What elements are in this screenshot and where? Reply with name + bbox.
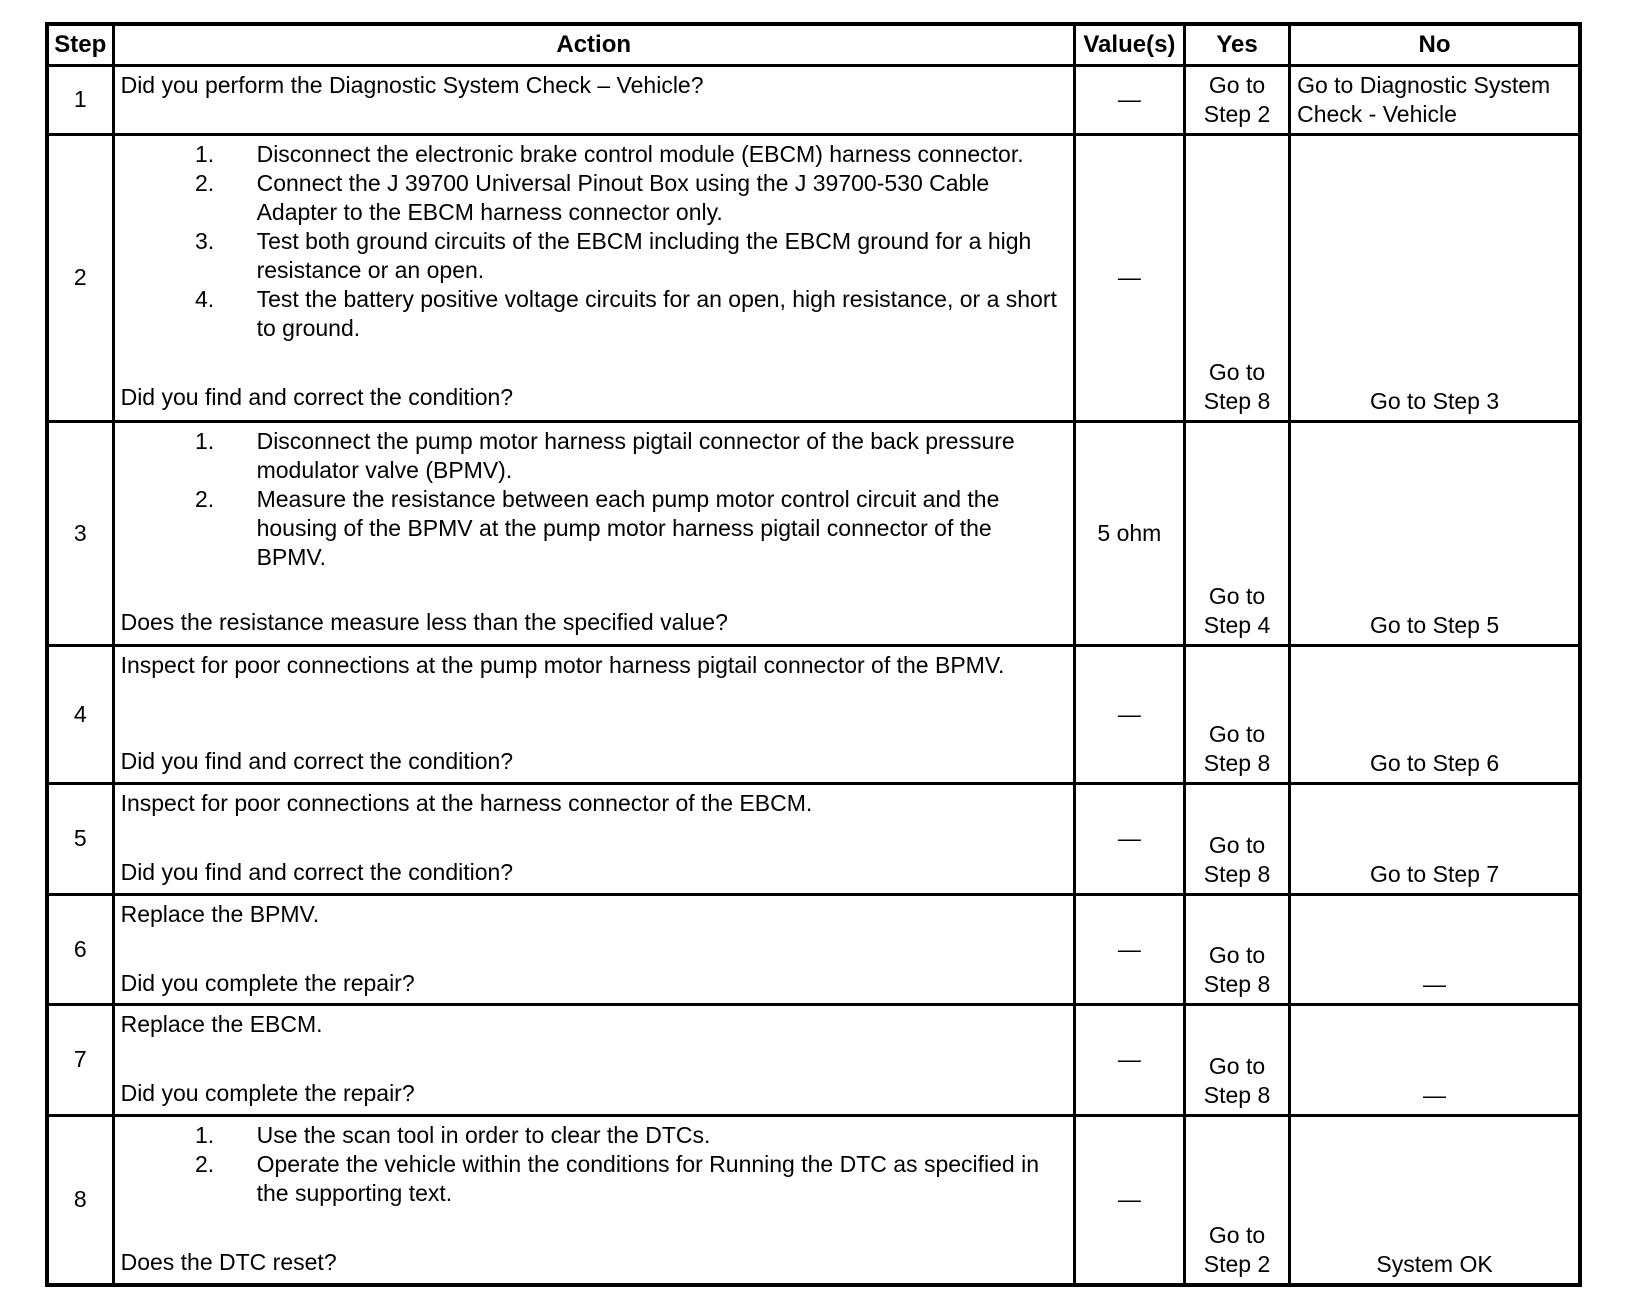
action-steps-list (121, 140, 1067, 343)
value-cell: — (1074, 66, 1184, 135)
list-item: 2. Operate the vehicle within the conditions for Running the DTC as specified in the supporting text. (221, 1150, 1067, 1208)
action-question: Did you find and correct the condition? (120, 748, 514, 775)
table-row (47, 421, 1580, 645)
step-number: 7 (47, 1005, 113, 1116)
table-row (47, 783, 1580, 894)
list-item: 2. Connect the J 39700 Universal Pinout Box using the J 39700-530 Cable Adapter to the EBCM harness connector only. (221, 169, 1067, 227)
header-row (47, 24, 1580, 66)
table-row (47, 134, 1580, 421)
table-row (47, 646, 1580, 784)
action-question: Does the DTC reset? (120, 1248, 337, 1275)
action-cell (113, 646, 1074, 784)
action-intro: Inspect for poor connections at the harness connector of the EBCM. (120, 789, 813, 816)
action-question: Did you complete the repair? (120, 969, 415, 996)
no-cell: Go to Diagnostic System Check - Vehicle (1290, 66, 1580, 135)
action-question: Did you find and correct the condition? (120, 858, 514, 885)
no-cell: — (1290, 1005, 1580, 1116)
yes-cell: Go to Step 8 (1184, 134, 1289, 421)
step-number: 4 (47, 646, 113, 784)
step-number: 1 (47, 66, 113, 135)
action-intro: Inspect for poor connections at the pump motor harness pigtail connector of the BPMV. (120, 652, 1005, 679)
no-cell: Go to Step 6 (1290, 646, 1580, 784)
list-item: 1. Use the scan tool in order to clear the DTCs. (221, 1121, 1067, 1150)
yes-cell: Go to Step 8 (1184, 1005, 1289, 1116)
list-item: 2. Measure the resistance between each pump motor control circuit and the housing of the BPMV at the pump motor harness pigtail connector of the BPMV. (221, 485, 1067, 572)
step-number: 3 (47, 421, 113, 645)
header-step: Step (47, 24, 113, 66)
list-item: 4. Test the battery positive voltage circuits for an open, high resistance, or a short to ground. (221, 285, 1067, 343)
step-number: 2 (47, 134, 113, 421)
value-cell: — (1074, 783, 1184, 894)
action-cell (113, 134, 1074, 421)
action-intro: Replace the BPMV. (120, 900, 320, 927)
yes-cell: Go to Step 8 (1184, 894, 1289, 1005)
no-cell: Go to Step 7 (1290, 783, 1580, 894)
yes-cell: Go to Step 8 (1184, 783, 1289, 894)
action-cell (113, 66, 1074, 135)
list-item: 3. Test both ground circuits of the EBCM including the EBCM ground for a high resistance or an open. (221, 227, 1067, 285)
header-no: No (1290, 24, 1580, 66)
value-cell: — (1074, 1115, 1184, 1285)
value-cell: 5 ohm (1074, 421, 1184, 645)
value-cell: — (1074, 646, 1184, 784)
value-cell: — (1074, 1005, 1184, 1116)
table-row (47, 1005, 1580, 1116)
action-cell (113, 783, 1074, 894)
action-question: Does the resistance measure less than the specified value? (120, 608, 728, 635)
header-values: Value(s) (1074, 24, 1184, 66)
action-question: Did you perform the Diagnostic System Check – Vehicle? (120, 72, 704, 98)
diagnostic-table (45, 22, 1582, 1287)
no-cell: — (1290, 894, 1580, 1005)
action-question: Did you complete the repair? (120, 1080, 415, 1107)
action-cell (113, 894, 1074, 1005)
step-number: 6 (47, 894, 113, 1005)
table-row (47, 1115, 1580, 1285)
no-cell: Go to Step 5 (1290, 421, 1580, 645)
step-number: 5 (47, 783, 113, 894)
header-action: Action (113, 24, 1074, 66)
list-item: 1. Disconnect the electronic brake control module (EBCM) harness connector. (221, 140, 1067, 169)
action-steps-list (121, 427, 1067, 572)
action-steps-list (121, 1121, 1067, 1208)
yes-cell: Go to Step 2 (1184, 1115, 1289, 1285)
value-cell: — (1074, 894, 1184, 1005)
yes-cell: Go to Step 4 (1184, 421, 1289, 645)
yes-cell: Go to Step 8 (1184, 646, 1289, 784)
yes-cell: Go to Step 2 (1184, 66, 1289, 135)
table-row (47, 66, 1580, 135)
action-cell (113, 421, 1074, 645)
table-row (47, 894, 1580, 1005)
list-item: 1. Disconnect the pump motor harness pigtail connector of the back pressure modulator valve (BPMV). (221, 427, 1067, 485)
action-question: Did you find and correct the condition? (120, 383, 514, 410)
no-cell: Go to Step 3 (1290, 134, 1580, 421)
value-cell: — (1074, 134, 1184, 421)
step-number: 8 (47, 1115, 113, 1285)
action-intro: Replace the EBCM. (120, 1011, 323, 1038)
action-cell (113, 1005, 1074, 1116)
header-yes: Yes (1184, 24, 1289, 66)
no-cell: System OK (1290, 1115, 1580, 1285)
action-cell (113, 1115, 1074, 1285)
